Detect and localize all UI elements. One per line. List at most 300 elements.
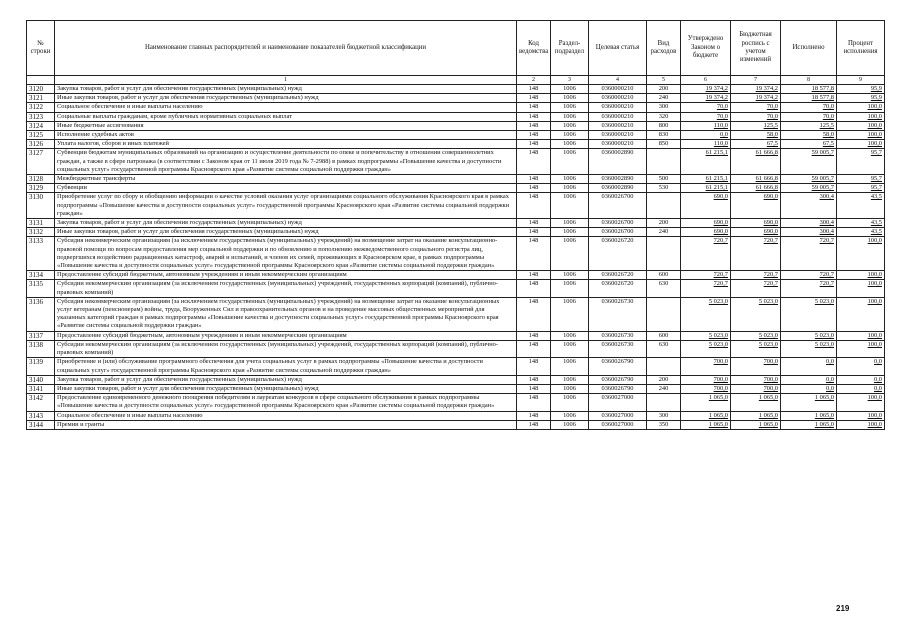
row-dept-code: 148 (517, 384, 551, 393)
row-number: 3127 (27, 149, 55, 175)
row-dept-code: 148 (517, 411, 551, 420)
col-header-executed: Исполнено (781, 21, 837, 76)
row-percent: 100,0 (837, 411, 885, 420)
col-number: 6 (681, 76, 731, 85)
table-row (27, 175, 885, 184)
row-name: Субсидии некоммерческим организациям (за исключением государственных (муниципальных) учреждений, государственных корпораций (компаний), публично-правовых компаний) (55, 340, 517, 357)
row-name: Иные закупки товаров, работ и услуг для обеспечения государственных (муниципальных) нужд (55, 228, 517, 237)
table-row (27, 140, 885, 149)
row-approved: 61 215,1 (681, 175, 731, 184)
row-number: 3141 (27, 384, 55, 393)
row-expense-type: 500 (647, 175, 681, 184)
row-approved: 1 065,0 (681, 411, 731, 420)
row-executed: 18 577,8 (781, 94, 837, 103)
row-target-article: 0360000210 (589, 140, 647, 149)
row-number: 3132 (27, 228, 55, 237)
row-percent: 100,0 (837, 280, 885, 297)
row-approved: 700,0 (681, 384, 731, 393)
col-header-no: № строки (27, 21, 55, 76)
table-row (27, 237, 885, 271)
row-name: Исполнение судебных актов (55, 131, 517, 140)
row-executed: 5 023,0 (781, 297, 837, 331)
row-section: 1006 (551, 340, 589, 357)
row-budget-list: 1 065,0 (731, 394, 781, 411)
row-name: Иные бюджетные ассигнования (55, 121, 517, 130)
budget-table (26, 20, 885, 430)
row-approved: 720,7 (681, 237, 731, 271)
row-name: Субсидия некоммерческим организациям (за исключением государственных (муниципальных) учреждений) на возмещение затрат на оказание консультационных услуг ветеранам (пенсионерам) войны, труда, Вооруженных Сил и правоохранительных органов и на проведение массовых общественных мероприятий для указанных категорий граждан в рамках подпрограммы «Повышение качества и доступности социальных услуг» государственной программы Красноярского края «Развитие системы социальной поддержки граждан» (55, 297, 517, 331)
row-number: 3126 (27, 140, 55, 149)
table-body (27, 85, 885, 430)
row-expense-type: 240 (647, 228, 681, 237)
row-target-article: 0360026700 (589, 219, 647, 228)
row-budget-list: 1 065,0 (731, 411, 781, 420)
row-expense-type: 240 (647, 94, 681, 103)
row-section: 1006 (551, 94, 589, 103)
row-target-article: 0360002890 (589, 184, 647, 193)
row-approved: 110,0 (681, 140, 731, 149)
row-executed: 70,0 (781, 112, 837, 121)
row-name: Предоставление субсидий бюджетным, автономным учреждениям и иным некоммерческим организациям (55, 271, 517, 280)
row-executed: 59 005,7 (781, 149, 837, 175)
table-row (27, 420, 885, 429)
row-dept-code: 148 (517, 85, 551, 94)
row-budget-list: 5 023,0 (731, 331, 781, 340)
row-name: Межбюджетные трансферты (55, 175, 517, 184)
row-percent: 0,0 (837, 384, 885, 393)
row-budget-list: 1 065,0 (731, 420, 781, 429)
row-number: 3123 (27, 112, 55, 121)
row-target-article: 0360027000 (589, 420, 647, 429)
row-budget-list: 125,5 (731, 121, 781, 130)
row-budget-list: 700,0 (731, 358, 781, 375)
row-target-article: 0360000210 (589, 103, 647, 112)
row-executed: 5 023,0 (781, 331, 837, 340)
row-budget-list: 67,5 (731, 140, 781, 149)
col-header-budget-list: Бюджетная роспись с учетом изменений (731, 21, 781, 76)
col-header-name: Наименование главных распорядителей и наименование показателей бюджетной классификации (55, 21, 517, 76)
table-row (27, 219, 885, 228)
row-target-article: 0360026720 (589, 271, 647, 280)
row-approved: 720,7 (681, 271, 731, 280)
row-name: Субсидия некоммерческим организациям (за исключением государственных (муниципальных) учреждений) на возмещение затрат на оказание консультационно-правовой помощи по вопросам предоставления мер социальной поддержки и по обновлению и пополнению межведомственного социального регистра лиц, подвергшихся воздействию радиационных катастроф, аварий и испытаний, и членов их семей, проживающих в Красноярском крае, в рамках подпрограммы «Повышение качества и доступности социальных услуг» государственной программы Красноярского края «Развитие системы социальной поддержки граждан» (55, 237, 517, 271)
row-name: Закупка товаров, работ и услуг для обеспечения государственных (муниципальных) нужд (55, 85, 517, 94)
row-executed: 18 577,8 (781, 85, 837, 94)
table-row (27, 228, 885, 237)
row-percent: 0,0 (837, 375, 885, 384)
row-executed: 300,4 (781, 228, 837, 237)
row-target-article: 0360000210 (589, 94, 647, 103)
row-number: 3140 (27, 375, 55, 384)
row-section: 1006 (551, 103, 589, 112)
row-approved: 690,0 (681, 193, 731, 219)
row-section: 1006 (551, 384, 589, 393)
row-percent: 100,0 (837, 394, 885, 411)
row-executed: 59 005,7 (781, 184, 837, 193)
row-executed: 0,0 (781, 358, 837, 375)
row-budget-list: 720,7 (731, 280, 781, 297)
row-approved: 70,0 (681, 103, 731, 112)
row-dept-code: 148 (517, 375, 551, 384)
row-budget-list: 700,0 (731, 384, 781, 393)
row-approved: 110,0 (681, 121, 731, 130)
row-number: 3128 (27, 175, 55, 184)
row-name: Социальное обеспечение и иные выплаты населению (55, 411, 517, 420)
row-target-article: 0360026790 (589, 358, 647, 375)
row-executed: 1 065,0 (781, 411, 837, 420)
row-name: Закупка товаров, работ и услуг для обеспечения государственных (муниципальных) нужд (55, 375, 517, 384)
row-budget-list: 70,0 (731, 112, 781, 121)
row-number: 3121 (27, 94, 55, 103)
row-name: Социальные выплаты гражданам, кроме публичных нормативных социальных выплат (55, 112, 517, 121)
table-row (27, 149, 885, 175)
row-section: 1006 (551, 193, 589, 219)
table-row (27, 331, 885, 340)
row-approved: 690,0 (681, 228, 731, 237)
table-row (27, 384, 885, 393)
row-dept-code: 148 (517, 140, 551, 149)
row-dept-code: 148 (517, 340, 551, 357)
row-percent: 100,0 (837, 121, 885, 130)
row-name: Субвенции (55, 184, 517, 193)
row-percent: 95,7 (837, 175, 885, 184)
budget-report-sheet (26, 20, 884, 430)
row-name: Субвенции бюджетам муниципальных образований на организацию и осуществление деятельности по опеке и попечительству в отношении совершеннолетних граждан, а также в сфере патронажа (в соответствии с Законом края от 11 июля 2019 года № 7-2988) в рамках подпрограммы «Повышение качества и доступности социальных услуг» государственной программы Красноярского края «Развитие системы социальной поддержки граждан» (55, 149, 517, 175)
row-expense-type: 600 (647, 271, 681, 280)
row-target-article: 0360002890 (589, 175, 647, 184)
row-budget-list: 19 374,2 (731, 94, 781, 103)
table-row (27, 131, 885, 140)
col-number: 4 (589, 76, 647, 85)
row-executed: 70,0 (781, 103, 837, 112)
row-approved: 700,0 (681, 358, 731, 375)
col-number: 1 (55, 76, 517, 85)
row-name: Социальное обеспечение и иные выплаты населению (55, 103, 517, 112)
col-header-code: Код ведомства (517, 21, 551, 76)
row-approved: 690,0 (681, 219, 731, 228)
table-row (27, 184, 885, 193)
row-approved: 5 023,0 (681, 297, 731, 331)
col-number: 3 (551, 76, 589, 85)
row-target-article: 0360026790 (589, 375, 647, 384)
row-section: 1006 (551, 280, 589, 297)
row-percent: 100,0 (837, 340, 885, 357)
col-number: 8 (781, 76, 837, 85)
row-dept-code: 148 (517, 237, 551, 271)
table-row (27, 394, 885, 411)
page-number: 219 (836, 604, 850, 613)
row-number: 3131 (27, 219, 55, 228)
row-approved: 0,0 (681, 131, 731, 140)
row-executed: 720,7 (781, 271, 837, 280)
row-dept-code: 148 (517, 103, 551, 112)
row-expense-type: 300 (647, 103, 681, 112)
row-expense-type: 240 (647, 384, 681, 393)
row-target-article: 0360002890 (589, 149, 647, 175)
row-executed: 720,7 (781, 280, 837, 297)
row-section: 1006 (551, 121, 589, 130)
row-expense-type (647, 358, 681, 375)
header-row (27, 21, 885, 76)
row-target-article: 0360000210 (589, 112, 647, 121)
row-approved: 1 065,0 (681, 420, 731, 429)
row-name: Приобретение и (или) обслуживание программного обеспечения для учета социальных услуг в рамках подпрограммы «Повышение качества и доступности социальных услуг» государственной программы Красноярского края «Развитие системы социальной поддержки граждан» (55, 358, 517, 375)
row-dept-code: 148 (517, 121, 551, 130)
row-expense-type: 350 (647, 420, 681, 429)
row-budget-list: 690,0 (731, 228, 781, 237)
col-number: 2 (517, 76, 551, 85)
col-number: 7 (731, 76, 781, 85)
col-header-section: Раздел-подраздел (551, 21, 589, 76)
row-budget-list: 61 666,8 (731, 184, 781, 193)
row-dept-code: 148 (517, 358, 551, 375)
row-percent: 43,5 (837, 219, 885, 228)
row-executed: 300,4 (781, 193, 837, 219)
row-section: 1006 (551, 271, 589, 280)
table-row (27, 340, 885, 357)
row-expense-type: 200 (647, 85, 681, 94)
row-approved: 700,0 (681, 375, 731, 384)
row-name: Иные закупки товаров, работ и услуг для обеспечения государственных (муниципальных) нужд (55, 384, 517, 393)
row-target-article: 0360026730 (589, 331, 647, 340)
row-target-article: 0360026700 (589, 193, 647, 219)
row-approved: 61 215,1 (681, 149, 731, 175)
row-dept-code: 148 (517, 297, 551, 331)
row-percent: 100,0 (837, 112, 885, 121)
row-executed: 1 065,0 (781, 420, 837, 429)
row-expense-type: 800 (647, 121, 681, 130)
col-number: 5 (647, 76, 681, 85)
row-number: 3129 (27, 184, 55, 193)
row-target-article: 0360027000 (589, 394, 647, 411)
row-name: Приобретение услуг по сбору и обобщению информации о качестве условий оказания услуг организациями социального обслуживания Красноярского края в рамках подпрограммы «Повышение качества и доступности социальных услуг» государственной программы Красноярского края «Развитие системы социальной поддержки граждан» (55, 193, 517, 219)
row-expense-type (647, 394, 681, 411)
row-approved: 19 374,2 (681, 85, 731, 94)
row-dept-code: 148 (517, 280, 551, 297)
row-section: 1006 (551, 394, 589, 411)
row-percent: 0,0 (837, 358, 885, 375)
row-number: 3130 (27, 193, 55, 219)
row-number: 3125 (27, 131, 55, 140)
row-percent: 100,0 (837, 420, 885, 429)
row-dept-code: 148 (517, 271, 551, 280)
row-percent: 95,9 (837, 85, 885, 94)
row-number: 3137 (27, 331, 55, 340)
row-dept-code: 148 (517, 331, 551, 340)
row-target-article: 0360026700 (589, 228, 647, 237)
row-dept-code: 148 (517, 94, 551, 103)
row-name: Предоставление единовременного денежного поощрения победителям и лауреатам конкурсов в сфере социального обслуживания в рамках подпрограммы «Повышение качества и доступности социальных услуг» государственной программы Красноярского края «Развитие системы социальной поддержки граждан» (55, 394, 517, 411)
row-percent: 100,0 (837, 331, 885, 340)
row-number: 3143 (27, 411, 55, 420)
row-section: 1006 (551, 219, 589, 228)
row-dept-code: 148 (517, 184, 551, 193)
table-row (27, 297, 885, 331)
row-target-article: 0360026730 (589, 340, 647, 357)
row-dept-code: 148 (517, 420, 551, 429)
row-approved: 61 215,1 (681, 184, 731, 193)
row-expense-type (647, 193, 681, 219)
row-section: 1006 (551, 112, 589, 121)
row-name: Закупка товаров, работ и услуг для обеспечения государственных (муниципальных) нужд (55, 219, 517, 228)
row-percent: 100,0 (837, 103, 885, 112)
row-expense-type: 630 (647, 280, 681, 297)
row-expense-type: 600 (647, 331, 681, 340)
row-number: 3134 (27, 271, 55, 280)
row-budget-list: 720,7 (731, 237, 781, 271)
row-dept-code: 148 (517, 193, 551, 219)
row-section: 1006 (551, 411, 589, 420)
col-number (27, 76, 55, 85)
row-executed: 125,5 (781, 121, 837, 130)
table-row (27, 411, 885, 420)
row-budget-list: 700,0 (731, 375, 781, 384)
row-dept-code: 148 (517, 175, 551, 184)
row-target-article: 0360026730 (589, 297, 647, 331)
row-percent: 43,5 (837, 193, 885, 219)
row-budget-list: 58,0 (731, 131, 781, 140)
row-number: 3139 (27, 358, 55, 375)
row-section: 1006 (551, 420, 589, 429)
row-executed: 59 005,7 (781, 175, 837, 184)
col-number: 9 (837, 76, 885, 85)
row-executed: 300,4 (781, 219, 837, 228)
row-target-article: 0360000210 (589, 121, 647, 130)
table-row (27, 280, 885, 297)
row-number: 3124 (27, 121, 55, 130)
row-section: 1006 (551, 237, 589, 271)
row-dept-code: 148 (517, 112, 551, 121)
row-percent: 95,9 (837, 94, 885, 103)
row-percent: 100,0 (837, 237, 885, 271)
row-section: 1006 (551, 375, 589, 384)
row-approved: 70,0 (681, 112, 731, 121)
row-executed: 0,0 (781, 384, 837, 393)
row-number: 3122 (27, 103, 55, 112)
row-executed: 0,0 (781, 375, 837, 384)
row-percent: 100,0 (837, 297, 885, 331)
row-number: 3135 (27, 280, 55, 297)
row-target-article: 0360000210 (589, 85, 647, 94)
row-target-article: 0360027000 (589, 411, 647, 420)
row-percent: 95,7 (837, 184, 885, 193)
row-name: Уплата налогов, сборов и иных платежей (55, 140, 517, 149)
row-executed: 5 023,0 (781, 340, 837, 357)
column-number-row (27, 76, 885, 85)
row-expense-type: 200 (647, 219, 681, 228)
row-target-article: 0360000210 (589, 131, 647, 140)
table-row (27, 271, 885, 280)
row-number: 3120 (27, 85, 55, 94)
col-header-article: Целевая статья (589, 21, 647, 76)
row-executed: 720,7 (781, 237, 837, 271)
row-budget-list: 690,0 (731, 219, 781, 228)
row-section: 1006 (551, 149, 589, 175)
table-row (27, 358, 885, 375)
row-dept-code: 148 (517, 394, 551, 411)
row-expense-type (647, 149, 681, 175)
row-section: 1006 (551, 358, 589, 375)
row-approved: 720,7 (681, 280, 731, 297)
row-target-article: 0360026720 (589, 280, 647, 297)
row-name: Иные закупки товаров, работ и услуг для обеспечения государственных (муниципальных) нужд (55, 94, 517, 103)
row-budget-list: 70,0 (731, 103, 781, 112)
table-row (27, 121, 885, 130)
row-name: Субсидии некоммерческим организациям (за исключением государственных (муниципальных) учреждений, государственных корпораций (компаний), публично-правовых компаний) (55, 280, 517, 297)
row-budget-list: 19 374,2 (731, 85, 781, 94)
row-budget-list: 720,7 (731, 271, 781, 280)
table-row (27, 193, 885, 219)
row-budget-list: 61 666,8 (731, 175, 781, 184)
row-expense-type (647, 237, 681, 271)
table-row (27, 103, 885, 112)
row-dept-code: 148 (517, 219, 551, 228)
row-section: 1006 (551, 331, 589, 340)
col-header-type: Вид расходов (647, 21, 681, 76)
row-percent: 100,0 (837, 271, 885, 280)
row-budget-list: 690,0 (731, 193, 781, 219)
row-executed: 58,0 (781, 131, 837, 140)
row-section: 1006 (551, 228, 589, 237)
row-dept-code: 148 (517, 228, 551, 237)
table-row (27, 85, 885, 94)
row-budget-list: 61 666,8 (731, 149, 781, 175)
row-name: Предоставление субсидий бюджетным, автономным учреждениям и иным некоммерческим организациям (55, 331, 517, 340)
row-percent: 95,7 (837, 149, 885, 175)
row-dept-code: 148 (517, 149, 551, 175)
row-section: 1006 (551, 175, 589, 184)
table-row (27, 375, 885, 384)
row-approved: 5 023,0 (681, 340, 731, 357)
row-percent: 100,0 (837, 131, 885, 140)
row-executed: 67,5 (781, 140, 837, 149)
row-approved: 1 065,0 (681, 394, 731, 411)
row-executed: 1 065,0 (781, 394, 837, 411)
row-budget-list: 5 023,0 (731, 297, 781, 331)
table-row (27, 112, 885, 121)
row-dept-code: 148 (517, 131, 551, 140)
row-section: 1006 (551, 184, 589, 193)
row-expense-type: 200 (647, 375, 681, 384)
row-expense-type: 530 (647, 184, 681, 193)
row-expense-type: 300 (647, 411, 681, 420)
row-number: 3136 (27, 297, 55, 331)
row-approved: 5 023,0 (681, 331, 731, 340)
row-number: 3138 (27, 340, 55, 357)
col-header-percent: Процент исполнения (837, 21, 885, 76)
row-approved: 19 374,2 (681, 94, 731, 103)
row-expense-type (647, 297, 681, 331)
row-name: Премии и гранты (55, 420, 517, 429)
row-target-article: 0360026720 (589, 237, 647, 271)
row-section: 1006 (551, 297, 589, 331)
table-row (27, 94, 885, 103)
row-percent: 100,0 (837, 140, 885, 149)
row-section: 1006 (551, 131, 589, 140)
row-target-article: 0360026790 (589, 384, 647, 393)
row-percent: 43,5 (837, 228, 885, 237)
row-expense-type: 630 (647, 340, 681, 357)
row-expense-type: 850 (647, 140, 681, 149)
row-expense-type: 320 (647, 112, 681, 121)
row-number: 3142 (27, 394, 55, 411)
row-number: 3133 (27, 237, 55, 271)
row-section: 1006 (551, 140, 589, 149)
row-budget-list: 5 023,0 (731, 340, 781, 357)
row-number: 3144 (27, 420, 55, 429)
row-section: 1006 (551, 85, 589, 94)
col-header-approved: Утверждено Законом о бюджете (681, 21, 731, 76)
